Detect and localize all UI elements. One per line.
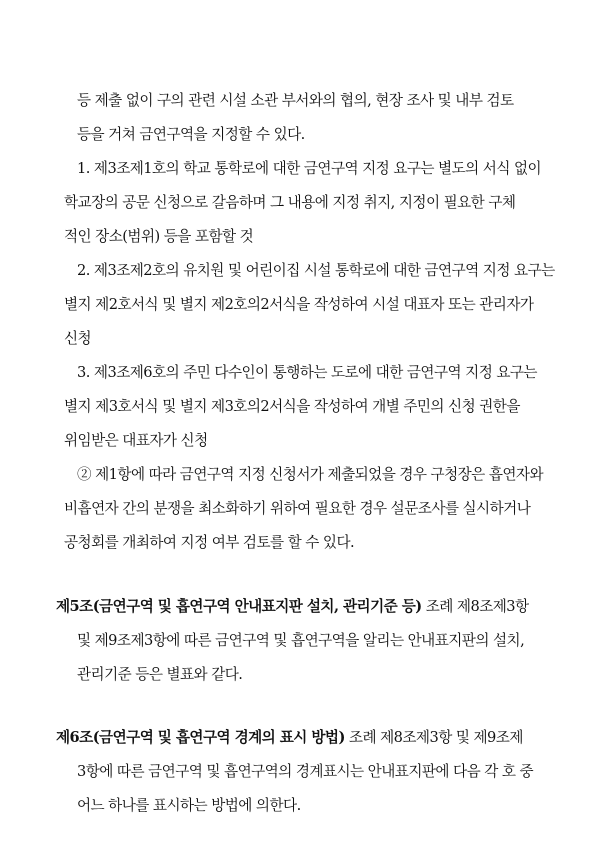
- list-item-line: 학교장의 공문 신청으로 갈음하며 그 내용에 지정 취지, 지정이 필요한 구체: [64, 194, 516, 211]
- list-item-line: 2. 제3조제2호의 유치원 및 어린이집 시설 통학로에 대한 금연구역 지정 요구는: [77, 262, 555, 279]
- article-5-heading: 제5조(금연구역 및 흡연구역 안내표지판 설치, 관리기준 등): [56, 598, 422, 615]
- article-5-line: 및 제9조제3항에 따른 금연구역 및 흡연구역을 알리는 안내표지판의 설치,: [77, 632, 525, 649]
- text-line: 등 제출 없이 구의 관련 시설 소관 부서와의 협의, 현장 조사 및 내부 검토: [77, 92, 514, 109]
- article-6-first-line-rest: 조례 제8조제3항 및 제9조제: [344, 729, 523, 746]
- paragraph-line: 공청회를 개최하여 지정 여부 검토를 할 수 있다.: [64, 534, 355, 551]
- list-item-line: 별지 제3호서식 및 별지 제3호의2서식을 작성하여 개별 주민의 신청 권한을: [64, 398, 520, 415]
- article-6-first-line: [56, 728, 523, 748]
- list-item-line: 적인 장소(범위) 등을 포함할 것: [64, 228, 254, 245]
- list-item-line: 신청: [64, 330, 92, 347]
- list-item-line: 1. 제3조제1호의 학교 통학로에 대한 금연구역 지정 요구는 별도의 서식 없이: [77, 160, 542, 177]
- list-item-line: 별지 제2호서식 및 별지 제2호의2서식을 작성하여 시설 대표자 또는 관리자가: [64, 296, 534, 313]
- paragraph-line: ② 제1항에 따라 금연구역 지정 신청서가 제출되었을 경우 구청장은 흡연자와: [77, 466, 544, 483]
- article-5-first-line: [56, 597, 529, 617]
- article-6-line: 3항에 따른 금연구역 및 흡연구역의 경계표시는 안내표지판에 다음 각 호 중: [77, 763, 534, 780]
- text-line: 등을 거쳐 금연구역을 지정할 수 있다.: [77, 126, 305, 143]
- list-item-line: 위임받은 대표자가 신청: [64, 432, 208, 449]
- article-5-first-line-rest: 조례 제8조제3항: [421, 598, 529, 615]
- paragraph-line: 비흡연자 간의 분쟁을 최소화하기 위하여 필요한 경우 설문조사를 실시하거나: [64, 500, 531, 517]
- article-5-line: 관리기준 등은 별표와 같다.: [77, 666, 243, 683]
- article-6-line: 어느 하나를 표시하는 방법에 의한다.: [77, 797, 301, 814]
- article-6-heading: 제6조(금연구역 및 흡연구역 경계의 표시 방법): [56, 729, 345, 746]
- list-item-line: 3. 제3조제6호의 주민 다수인이 통행하는 도로에 대한 금연구역 지정 요구는: [77, 364, 537, 381]
